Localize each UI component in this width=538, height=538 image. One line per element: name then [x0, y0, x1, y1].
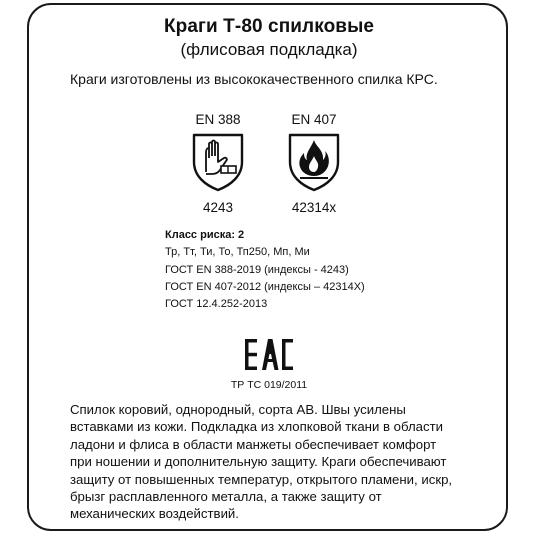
intro-text: Краги изготовлены из высококачественного спилка КРС. — [70, 71, 438, 87]
standard-code: 42314x — [291, 200, 337, 215]
description-line: ладони и флиса в области манжеты обеспечивает комфорт — [70, 436, 437, 452]
standard-en407 — [274, 112, 354, 215]
info-line: ГОСТ 12.4.252-2013 — [165, 298, 268, 311]
risk-info — [165, 227, 365, 313]
description-line: Спилок коровий, однородный, сорта АВ. Швы усилены — [70, 402, 406, 417]
description-line: механических воздействий. — [70, 506, 239, 522]
product-title: Краги Т-80 спилковые — [163, 16, 375, 37]
standard-code: 4243 — [202, 200, 234, 215]
description-line: вставками из кожи. Подкладка из хлопковой ткани в области — [70, 419, 443, 435]
info-line: Тр, Тт, Ти, То, Тп250, Мп, Ми — [165, 246, 310, 259]
info-line: ГОСТ EN 388-2019 (индексы - 4243) — [165, 263, 349, 276]
heat-flame-icon — [286, 132, 342, 192]
description-line: при ношении и дополнительную защиту. Краги обеспечивают — [70, 454, 447, 470]
description — [70, 401, 470, 523]
mechanical-risk-glove-icon — [190, 132, 246, 192]
description-line: брызг расплавленного металла, а также защиту от — [70, 489, 382, 505]
certification-label: ТР ТС 019/2011 — [230, 379, 308, 391]
risk-class: Класс риска: 2 — [165, 229, 245, 241]
info-line: ГОСТ EN 407-2012 (индексы – 42314Х) — [165, 280, 365, 293]
product-subtitle: (флисовая подкладка) — [180, 40, 358, 59]
standard-name: EN 388 — [195, 112, 241, 127]
standard-name: EN 407 — [291, 112, 337, 127]
description-line: защиту от повышенных температур, открытого пламени, искр, — [70, 471, 453, 487]
standard-en388 — [178, 112, 258, 215]
eac-mark-icon — [243, 338, 295, 371]
